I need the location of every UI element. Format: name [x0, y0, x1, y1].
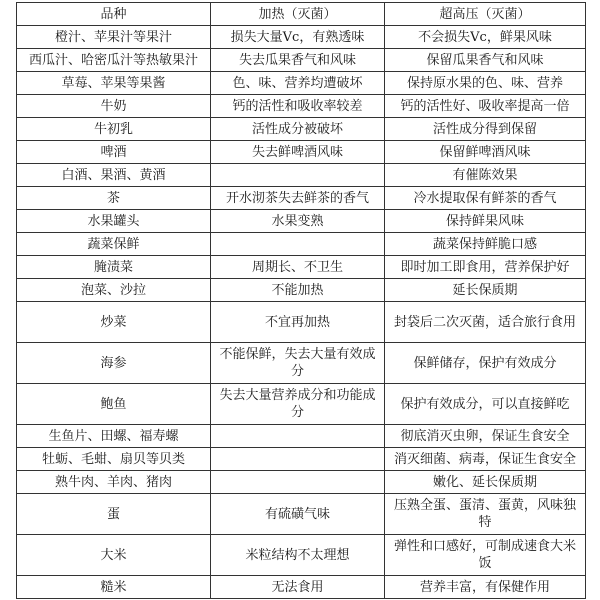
cell-high-pressure: 营养丰富，有保健作用 — [385, 576, 586, 599]
cell-variety: 啤酒 — [17, 141, 211, 164]
cell-heating: 损失大量Vc，有熟透味 — [211, 26, 385, 49]
table-row — [17, 72, 586, 95]
cell-heating: 钙的活性和吸收率较差 — [211, 95, 385, 118]
table-row — [17, 576, 586, 599]
table-row — [17, 471, 586, 494]
cell-variety: 蛋 — [17, 494, 211, 535]
table-row — [17, 118, 586, 141]
cell-variety: 西瓜汁、哈密瓜汁等热敏果汁 — [17, 49, 211, 72]
cell-heating — [211, 164, 385, 187]
table-row — [17, 141, 586, 164]
cell-variety: 白酒、果酒、黄酒 — [17, 164, 211, 187]
header-variety: 品种 — [17, 3, 211, 26]
cell-high-pressure: 活性成分得到保留 — [385, 118, 586, 141]
cell-high-pressure: 延长保质期 — [385, 279, 586, 302]
table-row — [17, 256, 586, 279]
table-row — [17, 384, 586, 425]
cell-high-pressure: 保持原水果的色、味、营养 — [385, 72, 586, 95]
table-row — [17, 164, 586, 187]
cell-high-pressure: 保留鲜啤酒风味 — [385, 141, 586, 164]
cell-variety: 炒菜 — [17, 302, 211, 343]
cell-high-pressure: 彻底消灭虫卵，保证生食安全 — [385, 425, 586, 448]
cell-variety: 熟牛肉、羊肉、猪肉 — [17, 471, 211, 494]
cell-variety: 蔬菜保鲜 — [17, 233, 211, 256]
cell-heating: 不能保鲜，失去大量有效成分 — [211, 343, 385, 384]
cell-heating: 米粒结构不太理想 — [211, 535, 385, 576]
cell-high-pressure: 保留瓜果香气和风味 — [385, 49, 586, 72]
cell-variety: 牛奶 — [17, 95, 211, 118]
cell-variety: 草莓、苹果等果酱 — [17, 72, 211, 95]
table-row — [17, 448, 586, 471]
table-row — [17, 49, 586, 72]
cell-high-pressure: 蔬菜保持鲜脆口感 — [385, 233, 586, 256]
header-heating: 加热（灭菌） — [211, 3, 385, 26]
table-row — [17, 233, 586, 256]
cell-heating: 水果变熟 — [211, 210, 385, 233]
cell-variety: 腌渍菜 — [17, 256, 211, 279]
cell-variety: 牛初乳 — [17, 118, 211, 141]
cell-heating: 活性成分被破坏 — [211, 118, 385, 141]
table-row — [17, 302, 586, 343]
cell-heating: 色、味、营养均遭破坏 — [211, 72, 385, 95]
comparison-table — [16, 2, 586, 599]
cell-heating: 有硫磺气味 — [211, 494, 385, 535]
table-row — [17, 535, 586, 576]
table-row — [17, 343, 586, 384]
cell-high-pressure: 消灭细菌、病毒，保证生食安全 — [385, 448, 586, 471]
table-row — [17, 425, 586, 448]
cell-variety: 海参 — [17, 343, 211, 384]
cell-heating: 失去鲜啤酒风味 — [211, 141, 385, 164]
table-row — [17, 26, 586, 49]
cell-high-pressure: 钙的活性好、吸收率提高一倍 — [385, 95, 586, 118]
cell-variety: 泡菜、沙拉 — [17, 279, 211, 302]
cell-heating — [211, 425, 385, 448]
cell-heating: 无法食用 — [211, 576, 385, 599]
cell-high-pressure: 保鲜储存，保护有效成分 — [385, 343, 586, 384]
cell-variety: 水果罐头 — [17, 210, 211, 233]
cell-variety: 糙米 — [17, 576, 211, 599]
header-high-pressure: 超高压（灭菌） — [385, 3, 586, 26]
cell-high-pressure: 弹性和口感好，可制成速食大米饭 — [385, 535, 586, 576]
cell-high-pressure: 压熟全蛋、蛋清、蛋黄，风味独特 — [385, 494, 586, 535]
cell-heating — [211, 471, 385, 494]
table-row — [17, 187, 586, 210]
cell-high-pressure: 封袋后二次灭菌，适合旅行食用 — [385, 302, 586, 343]
cell-high-pressure: 保持鲜果风味 — [385, 210, 586, 233]
cell-high-pressure: 即时加工即食用，营养保护好 — [385, 256, 586, 279]
cell-heating: 失去瓜果香气和风味 — [211, 49, 385, 72]
cell-high-pressure: 不会损失Vc，鲜果风味 — [385, 26, 586, 49]
table-header-row — [17, 3, 586, 26]
cell-high-pressure: 嫩化、延长保质期 — [385, 471, 586, 494]
cell-variety: 生鱼片、田螺、福寿螺 — [17, 425, 211, 448]
cell-high-pressure: 有催陈效果 — [385, 164, 586, 187]
cell-variety: 茶 — [17, 187, 211, 210]
table-row — [17, 210, 586, 233]
cell-high-pressure: 冷水提取保有鲜茶的香气 — [385, 187, 586, 210]
cell-heating: 周期长、不卫生 — [211, 256, 385, 279]
cell-variety: 鲍鱼 — [17, 384, 211, 425]
cell-heating: 不宜再加热 — [211, 302, 385, 343]
cell-variety: 大米 — [17, 535, 211, 576]
cell-variety: 牡蛎、毛蚶、扇贝等贝类 — [17, 448, 211, 471]
table-row — [17, 279, 586, 302]
cell-heating — [211, 233, 385, 256]
cell-heating — [211, 448, 385, 471]
cell-variety: 橙汁、苹果汁等果汁 — [17, 26, 211, 49]
cell-heating: 开水沏茶失去鲜茶的香气 — [211, 187, 385, 210]
cell-heating: 失去大量营养成分和功能成分 — [211, 384, 385, 425]
table-row — [17, 95, 586, 118]
cell-heating: 不能加热 — [211, 279, 385, 302]
cell-high-pressure: 保护有效成分，可以直接鲜吃 — [385, 384, 586, 425]
table-row — [17, 494, 586, 535]
